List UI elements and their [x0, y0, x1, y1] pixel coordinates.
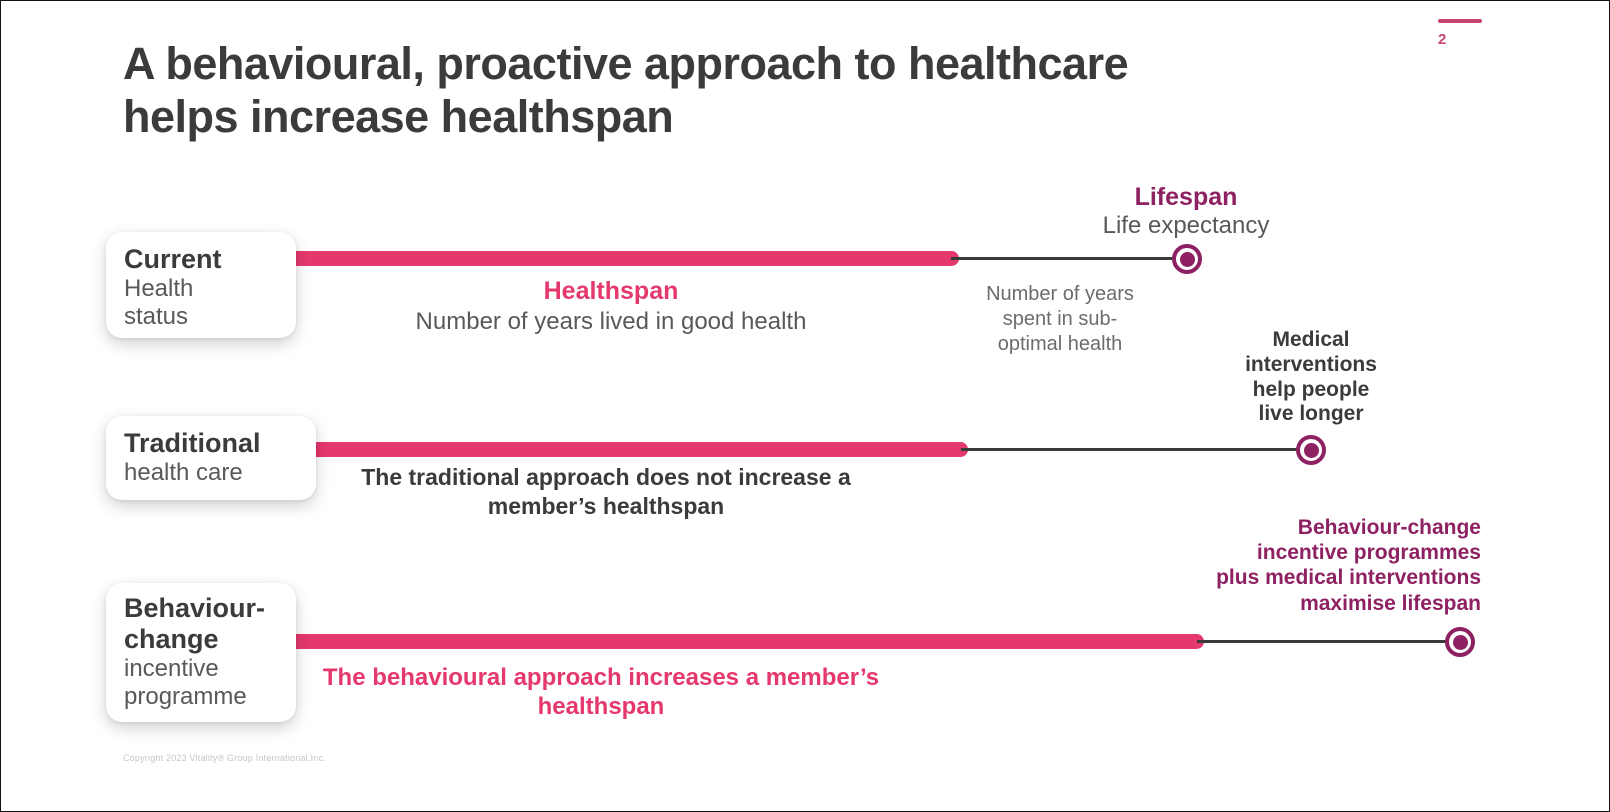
- behaviour-annotation-line: incentive programmes: [1256, 541, 1481, 565]
- traditional-lifespan-marker: [1296, 435, 1326, 465]
- current-lifespan-connector: [951, 257, 1179, 260]
- behaviour-lifespan-connector: [1197, 640, 1452, 643]
- copyright-text: Copyright 2023 Vitality® Group International,Inc.: [123, 753, 326, 763]
- lifespan-title: Lifespan: [1134, 183, 1238, 211]
- medical-interventions-label-line: interventions: [1245, 352, 1377, 376]
- lifespan-label: [1031, 183, 1341, 240]
- medical-interventions-label-line: live longer: [1258, 402, 1364, 426]
- suboptimal-health-label-line: Number of years: [986, 283, 1134, 305]
- current-lifespan-marker: [1172, 244, 1202, 274]
- traditional-caption: The traditional approach does not increase a member’s healthspan: [361, 464, 851, 519]
- medical-interventions-label: [1226, 328, 1396, 427]
- card-title: Current: [124, 244, 222, 274]
- card-traditional-health-care: [106, 416, 316, 500]
- healthspan-caption: [311, 277, 911, 336]
- suboptimal-health-label-line: spent in sub-: [1002, 308, 1118, 330]
- behaviour-annotation-label: [1181, 515, 1481, 616]
- page-number: 2: [1438, 31, 1447, 48]
- suboptimal-health-label-line: optimal health: [997, 333, 1123, 355]
- behaviour-annotation-line: maximise lifespan: [1300, 591, 1481, 615]
- card-subtitle: health care: [124, 459, 243, 487]
- suboptimal-health-label: [969, 282, 1151, 357]
- behaviour-healthspan-bar: [271, 634, 1204, 649]
- current-healthspan-bar: [271, 251, 959, 266]
- page-number-rule: [1438, 19, 1482, 23]
- marker-dot: [1453, 635, 1468, 650]
- card-current-health-status: [106, 232, 296, 338]
- behaviour-lifespan-marker: [1445, 627, 1475, 657]
- card-title: Behaviour-change: [124, 593, 266, 655]
- card-title: Traditional: [124, 428, 261, 458]
- medical-interventions-label-line: Medical: [1272, 328, 1350, 351]
- card-subtitle: incentive programme: [124, 655, 247, 711]
- behaviour-caption: The behavioural approach increases a member’s healthspan: [322, 664, 880, 720]
- marker-dot: [1180, 252, 1195, 267]
- behaviour-annotation-line: plus medical interventions: [1216, 566, 1481, 590]
- traditional-healthspan-bar: [271, 442, 968, 457]
- healthspan-title: Healthspan: [543, 277, 679, 305]
- marker-dot: [1304, 443, 1319, 458]
- card-subtitle: Health status: [124, 275, 194, 331]
- medical-interventions-label-line: help people: [1252, 377, 1370, 401]
- slide-title: A behavioural, proactive approach to healthcare helps increase healthspan: [123, 38, 1129, 143]
- card-behaviour-change-programme: [106, 583, 296, 722]
- behaviour-annotation-line: Behaviour-change: [1297, 516, 1481, 539]
- healthspan-subtitle: Number of years lived in good health: [415, 308, 807, 335]
- traditional-lifespan-connector: [961, 448, 1304, 451]
- lifespan-subtitle: Life expectancy: [1102, 212, 1270, 239]
